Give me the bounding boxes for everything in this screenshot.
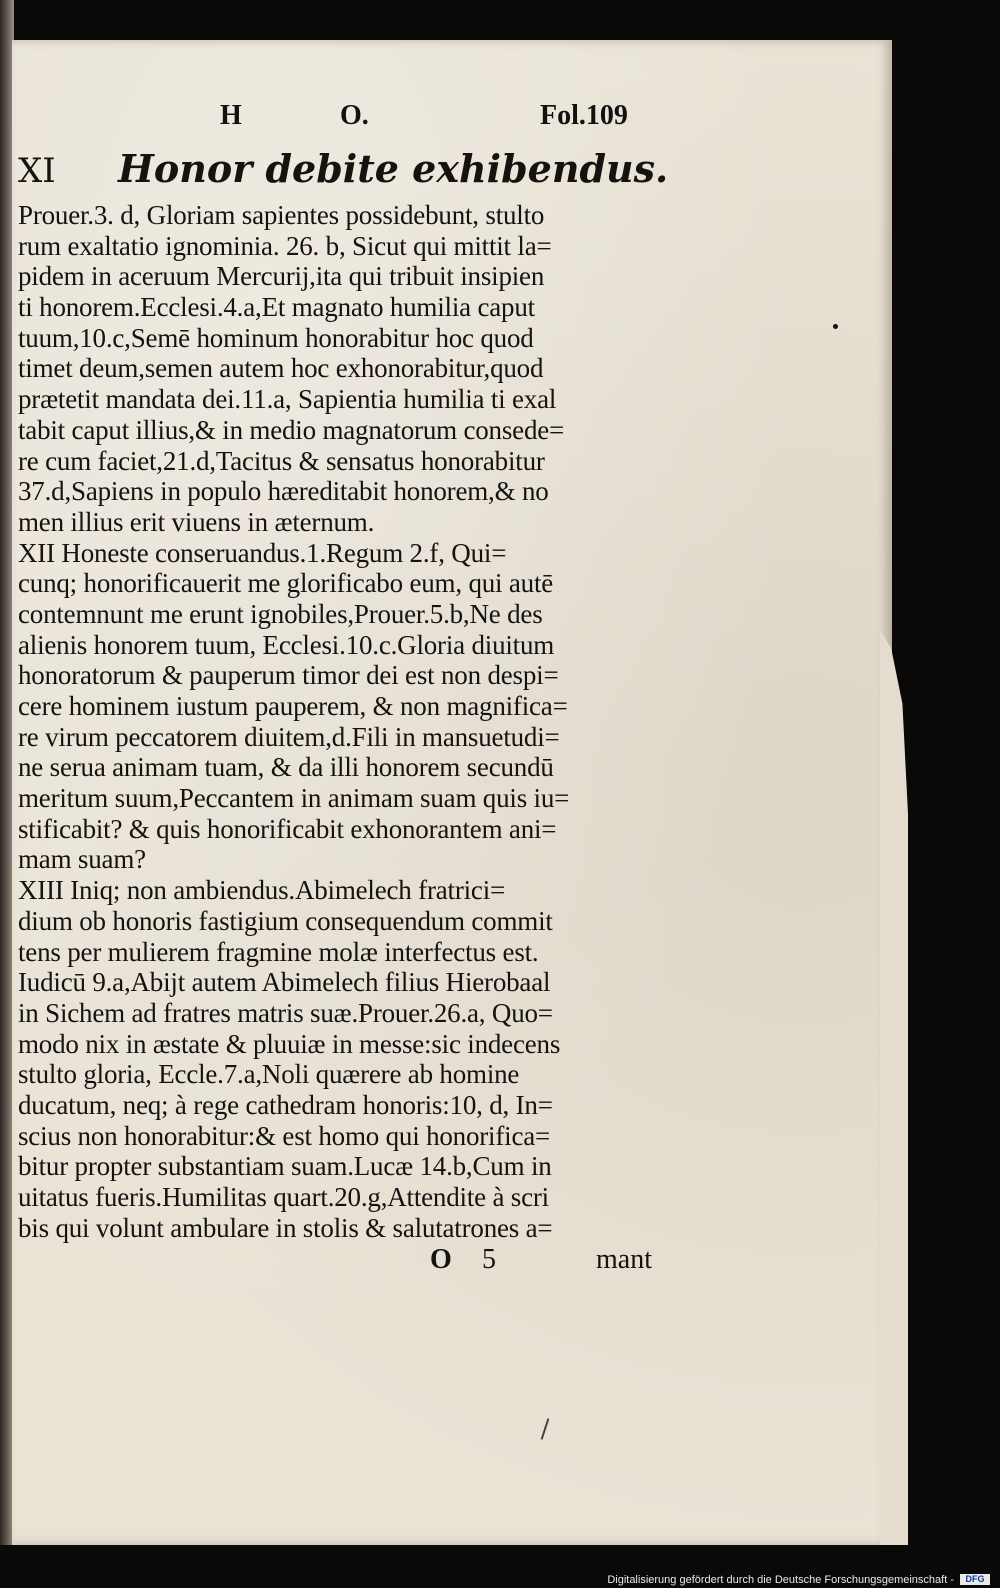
text-line: 37.d,Sapiens in populo hæreditabit honorem,& no [18, 476, 549, 507]
text-line: alienis honorem tuum, Ecclesi.10.c.Gloria diuitum [18, 629, 555, 660]
text-line: ducatum, neq; à rege cathedram honoris:10, d, In= [18, 1089, 553, 1120]
signature-number: 5 [482, 1244, 496, 1275]
text-line: bitur propter substantiam suam.Lucæ 14.b,Cum in [18, 1151, 552, 1182]
text-line: rum exaltatio ignominia. 26. b, Sicut qui mittit la= [18, 230, 552, 261]
text-line: ne serua animam tuam, & da illi honorem secundū [18, 752, 554, 783]
text-line: cere hominem iustum pauperem, & non magnifica= [18, 691, 568, 721]
section-title: Honor debite exhibendus. [118, 146, 669, 191]
body-text [18, 138, 678, 1243]
text-line: ti honorem.Ecclesi.4.a,Et magnato humilia caput [18, 292, 535, 323]
text-line: dium ob honoris fastigium consequendum commit [18, 905, 553, 936]
text-line: pidem in aceruum Mercurij,ita qui tribuit insipien [18, 261, 545, 292]
text-line: mam suam? [18, 844, 146, 875]
text-line: honoratorum & pauperum timor dei est non despi= [18, 660, 559, 691]
signature-line [420, 1244, 680, 1278]
ink-spot [833, 324, 838, 329]
text-line: meritum suum,Peccantem in animam suam quis iu= [18, 783, 570, 814]
dfg-logo: DFG [960, 1574, 990, 1585]
running-header [220, 100, 650, 140]
text-line: men illius erit viuens in æternum. [18, 506, 375, 537]
text-line: tens per mulierem fragmine molæ interfectus est. [18, 936, 539, 967]
text-line: re cum faciet,21.d,Tacitus & sensatus honorabitur [18, 445, 545, 476]
text-line: contemnunt me erunt ignobiles,Prouer.5.b,Ne des [18, 598, 543, 629]
funding-credit: Digitalisierung gefördert durch die Deutsche Forschungsgemeinschaft - [607, 1574, 954, 1586]
header-letter-h: H [220, 100, 242, 131]
text-line: stulto gloria, Eccle.7.a,Noli quærere ab homine [18, 1059, 520, 1090]
folio-number: Fol.109 [540, 100, 628, 131]
text-line: XIII Iniq; non ambiendus.Abimelech fratrici= [18, 875, 506, 906]
page-edge-fold [880, 630, 908, 1550]
section-heading [18, 138, 678, 200]
header-letter-o: O. [340, 100, 369, 131]
text-line: tuum,10.c,Semē hominum honorabitur hoc quod [18, 322, 534, 353]
text-line: prætetit mandata dei.11.a, Sapientia humilia ti exal [18, 384, 557, 415]
catchword: mant [596, 1244, 652, 1275]
text-line: modo nix in æstate & pluuiæ in messe:sic indecens [18, 1028, 561, 1059]
text-line: scius non honorabitur:& est homo qui honorifica= [18, 1120, 551, 1151]
text-line: bis qui volunt ambulare in stolis & salutatrones a= [18, 1212, 553, 1243]
text-line: uitatus fueris.Humilitas quart.20.g,Attendite à scri [18, 1182, 549, 1212]
text-line: Prouer.3. d, Gloriam sapientes possidebunt, stulto [18, 200, 545, 230]
section-number: XI [18, 151, 56, 191]
text-line: tabit caput illius,& in medio magnatorum consede= [18, 414, 565, 445]
text-line: XII Honeste conseruandus.1.Regum 2.f, Qui= [18, 537, 507, 568]
text-line: in Sichem ad fratres matris suæ.Prouer.26.a, Quo= [18, 997, 553, 1028]
text-line: re virum peccatorem diuitem,d.Fili in mansuetudi= [18, 721, 560, 752]
text-line: cunq; honorificauerit me glorificabo eum, qui autē [18, 568, 554, 599]
text-line: timet deum,semen autem hoc exhonorabitur,quod [18, 353, 544, 384]
signature-mark: O [430, 1244, 452, 1275]
text-line: stificabit? & quis honorificabit exhonorantem ani= [18, 813, 557, 844]
text-line: Iudicū 9.a,Abijt autem Abimelech filius Hierobaal [18, 967, 551, 998]
footer-bar [0, 1545, 1000, 1588]
